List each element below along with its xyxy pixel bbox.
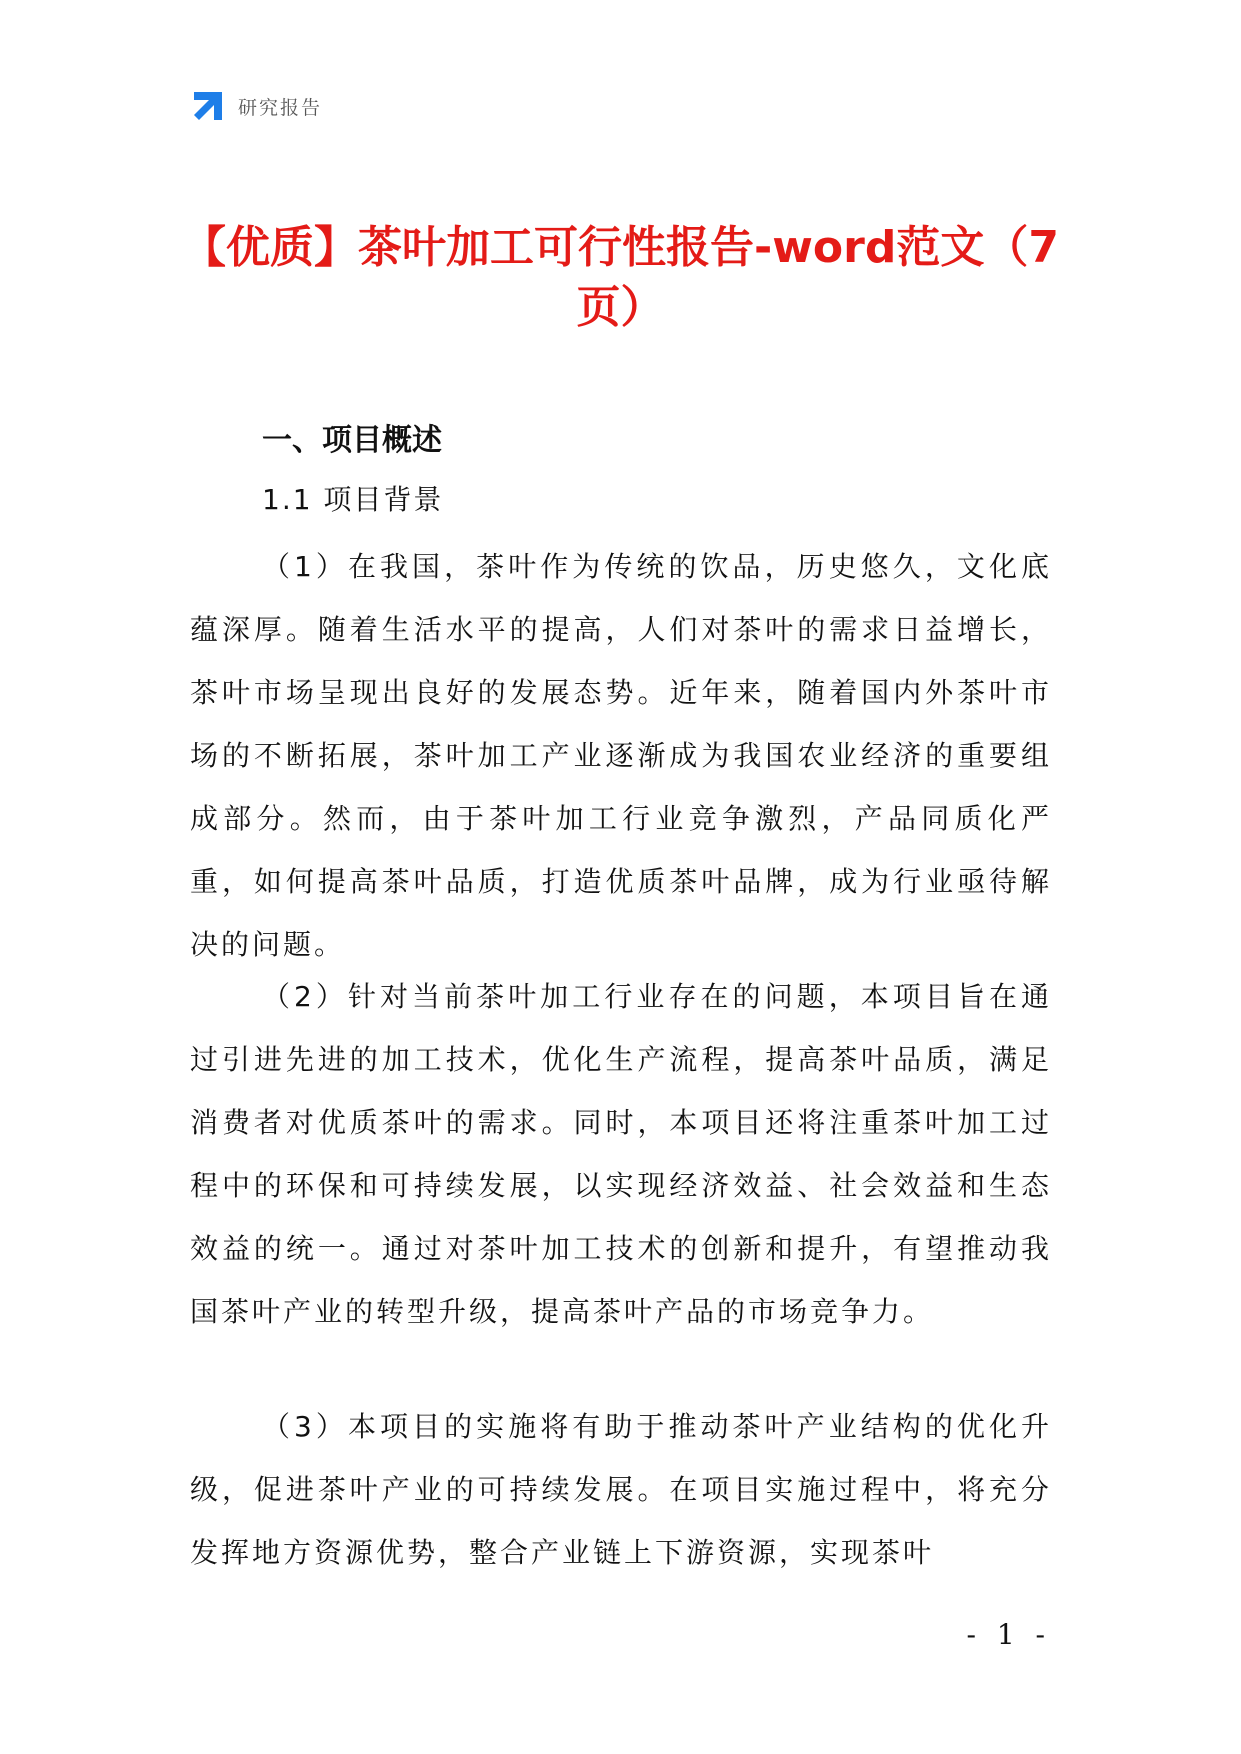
- arrow-up-right-icon: [190, 88, 226, 124]
- paragraph-2: （2）针对当前茶叶加工行业存在的问题，本项目旨在通过引进先进的加工技术，优化生产流程，提高茶叶品质，满足消费者对优质茶叶的需求。同时，本项目还将注重茶叶加工过程中的环保和可持续发展，以实现经济效益、社会效益和生态效益的统一。通过对茶叶加工技术的创新和提升，有望推动我国茶叶产业的转型升级，提高茶叶产品的市场竞争力。: [190, 980, 1052, 1328]
- section-heading: 一、项目概述: [262, 423, 442, 458]
- paragraph-3: （3）本项目的实施将有助于推动茶叶产业结构的优化升级，促进茶叶产业的可持续发展。在项目实施过程中，将充分发挥地方资源优势，整合产业链上下游资源，实现茶叶: [190, 1410, 1052, 1569]
- page-number: - 1 -: [966, 1618, 1051, 1651]
- document-header: [190, 88, 322, 124]
- paragraph-1: （1）在我国，茶叶作为传统的饮品，历史悠久，文化底蕴深厚。随着生活水平的提高，人们对茶叶的需求日益增长，茶叶市场呈现出良好的发展态势。近年来，随着国内外茶叶市场的不断拓展，茶叶加工产业逐渐成为我国农业经济的重要组成部分。然而，由于茶叶加工行业竞争激烈，产品同质化严重，如何提高茶叶品质，打造优质茶叶品牌，成为行业亟待解决的问题。: [190, 550, 1052, 961]
- subsection-heading: 1.1 项目背景: [262, 483, 444, 516]
- document-title: 【优质】茶叶加工可行性报告-word范文（7页）: [182, 222, 1059, 333]
- header-label: 研究报告: [238, 96, 323, 119]
